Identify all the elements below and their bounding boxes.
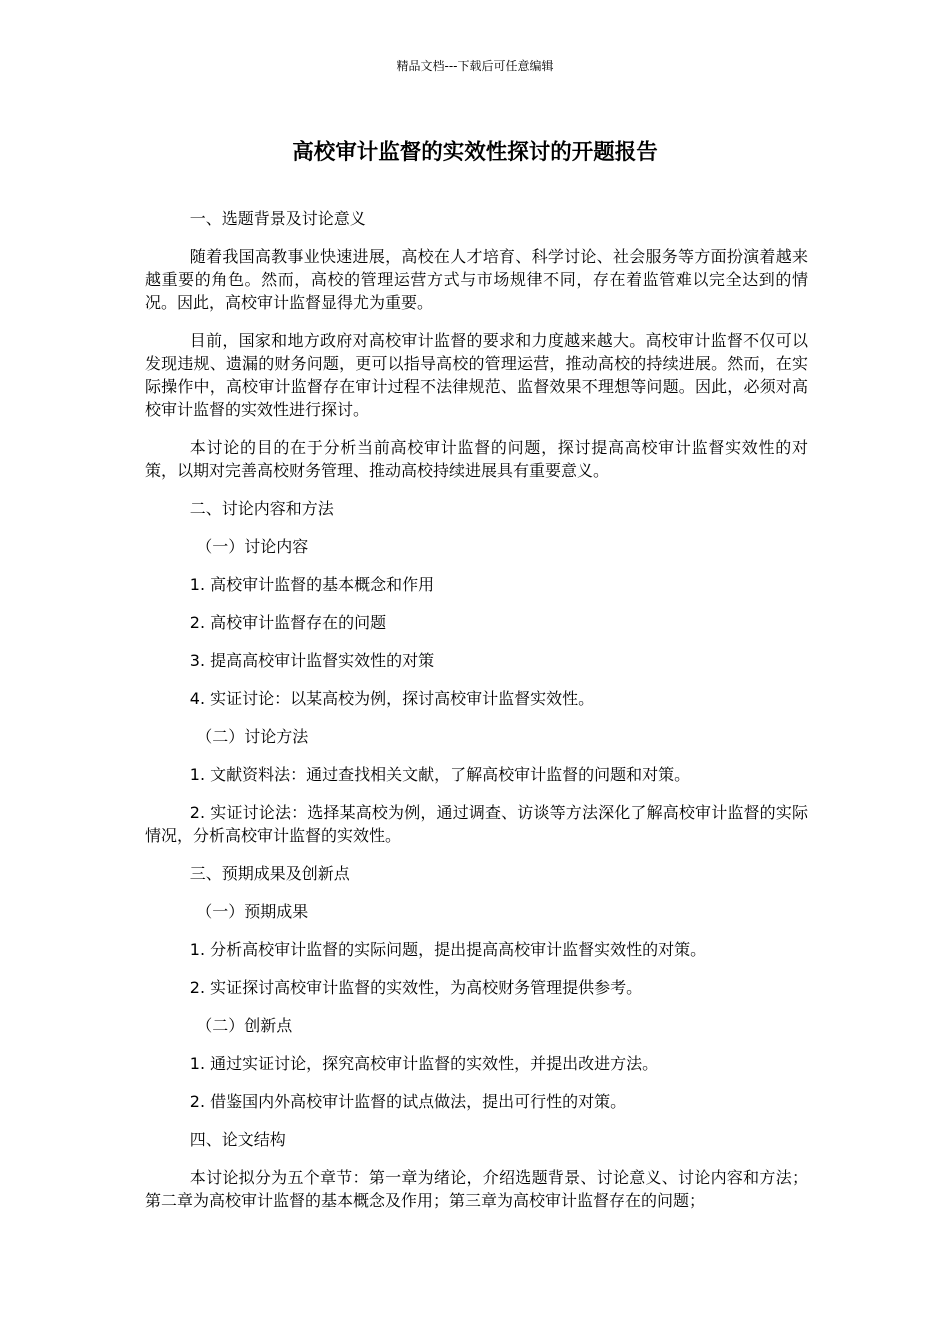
subheading-expected-outcomes: （一）预期成果 [196,902,309,921]
list-item: 1. 通过实证讨论，探究高校审计监督的实效性，并提出改进方法。 [189,1054,659,1073]
subheading-innovations: （二）创新点 [196,1016,293,1035]
section-heading-outcomes: 三、预期成果及创新点 [189,864,350,883]
subheading-research-method: （二）讨论方法 [196,727,309,746]
header-note: 精品文档---下载后可任意编辑 [396,59,554,73]
paragraph: 本讨论拟分为五个章节：第一章为绪论，介绍选题背景、讨论意义、讨论内容和方法；第二章为高校审计监督的基本概念及作用；第三章为高校审计监督存在的问题； [145,1168,808,1210]
document-title: 高校审计监督的实效性探讨的开题报告 [292,140,658,165]
list-item: 2. 实证讨论法：选择某高校为例，通过调查、访谈等方法深化了解高校审计监督的实际情况，分析高校审计监督的实效性。 [145,803,808,845]
list-item: 4. 实证讨论：以某高校为例，探讨高校审计监督实效性。 [189,689,595,708]
list-item: 1. 高校审计监督的基本概念和作用 [189,575,435,594]
paragraph: 随着我国高教事业快速进展，高校在人才培育、科学讨论、社会服务等方面扮演着越来越重要的角色。然而，高校的管理运营方式与市场规律不同，存在着监管难以完全达到的情况。因此，高校审计监督显得尤为重要。 [145,247,808,312]
paragraph: 本讨论的目的在于分析当前高校审计监督的问题，探讨提高高校审计监督实效性的对策，以期对完善高校财务管理、推动高校持续进展具有重要意义。 [145,438,808,480]
list-item: 1. 分析高校审计监督的实际问题，提出提高高校审计监督实效性的对策。 [189,940,707,959]
list-item: 2. 高校审计监督存在的问题 [189,613,387,632]
paragraph: 目前，国家和地方政府对高校审计监督的要求和力度越来越大。高校审计监督不仅可以发现违规、遗漏的财务问题，更可以指导高校的管理运营，推动高校的持续进展。然而，在实际操作中，高校审计监督存在审计过程不法律规范、监督效果不理想等问题。因此，必须对高校审计监督的实效性进行探讨。 [145,331,808,419]
section-heading-content-method: 二、讨论内容和方法 [189,499,334,518]
list-item: 3. 提高高校审计监督实效性的对策 [189,651,435,670]
subheading-research-content: （一）讨论内容 [196,537,309,556]
section-heading-background: 一、选题背景及讨论意义 [189,209,366,228]
list-item: 2. 实证探讨高校审计监督的实效性，为高校财务管理提供参考。 [189,978,643,997]
document-body [145,207,808,1212]
section-heading-structure: 四、论文结构 [189,1130,286,1149]
list-item: 1. 文献资料法：通过查找相关文献，了解高校审计监督的问题和对策。 [189,765,691,784]
list-item: 2. 借鉴国内外高校审计监督的试点做法，提出可行性的对策。 [189,1092,627,1111]
